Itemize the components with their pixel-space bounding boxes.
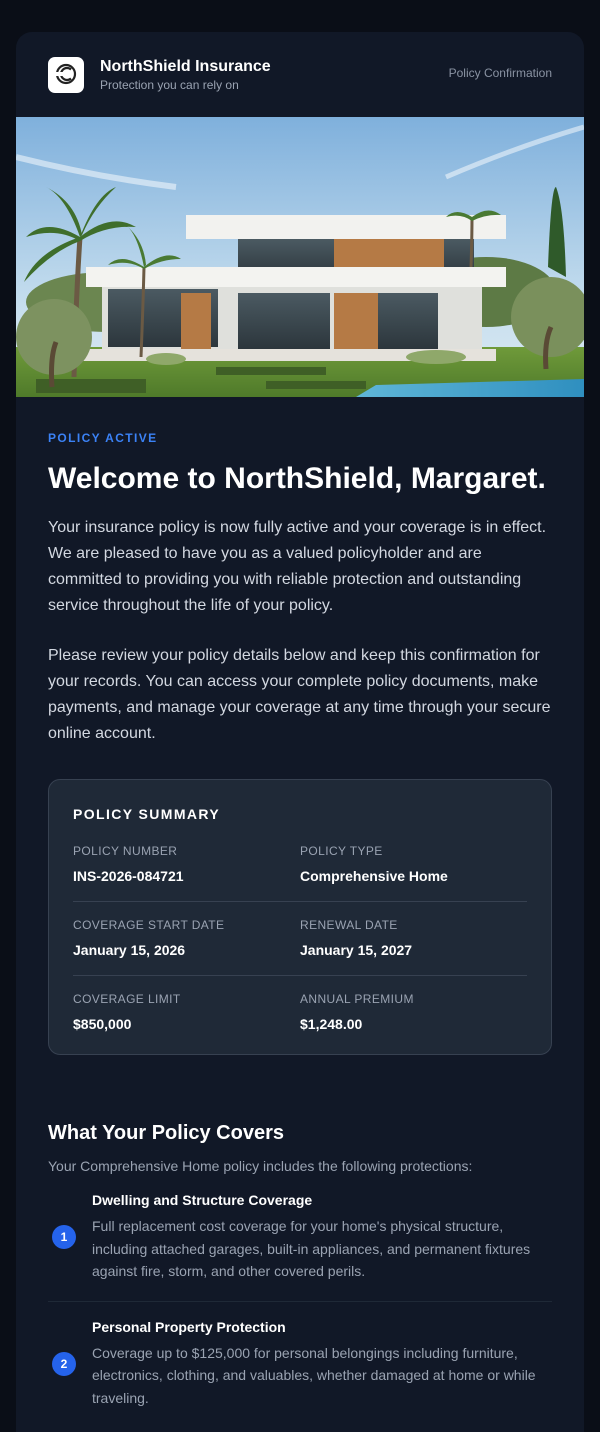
coverage-item-description: Full replacement cost coverage for your home's physical structure, including attached garages, built-in appliances, and permanent fixtures against fire, storm, and other covered perils. xyxy=(92,1218,531,1279)
brand-tagline: Protection you can rely on xyxy=(100,77,239,92)
start-date-cell xyxy=(73,918,300,959)
coverage-section-title: What Your Policy Covers xyxy=(48,1122,284,1144)
email-header xyxy=(16,32,584,117)
company-logo xyxy=(48,57,84,93)
summary-row xyxy=(73,822,527,901)
summary-value: INS-2026-084721 xyxy=(73,868,184,884)
coverage-section-subtitle: Your Comprehensive Home policy includes the following protections: xyxy=(48,1158,473,1174)
policy-summary-panel xyxy=(48,779,552,1055)
number-badge: 2 xyxy=(52,1352,76,1376)
summary-label: ANNUAL PREMIUM xyxy=(300,992,414,1006)
summary-value: $1,248.00 xyxy=(300,1016,363,1032)
summary-row xyxy=(73,975,527,1049)
coverage-item-name: Dwelling and Structure Coverage xyxy=(92,1192,313,1208)
coverage-item-name: Personal Property Protection xyxy=(92,1318,286,1335)
renewal-date-cell xyxy=(300,918,527,959)
summary-label: POLICY TYPE xyxy=(300,844,383,858)
email-card xyxy=(16,32,584,1432)
summary-value: $850,000 xyxy=(73,1016,132,1032)
intro-paragraph-1: Your insurance policy is now fully active and your coverage is in effect. We are pleased to have you as a valued policyholder and are committed to providing you with reliable protection and outstanding service throughout the life of your policy. xyxy=(48,519,547,614)
header-label: Policy Confirmation xyxy=(448,66,552,80)
summary-value: January 15, 2027 xyxy=(300,942,413,958)
summary-label: POLICY NUMBER xyxy=(73,844,178,858)
welcome-title: Welcome to NorthShield, Margaret. xyxy=(48,462,546,495)
summary-label: RENEWAL DATE xyxy=(300,918,398,932)
shield-c-icon xyxy=(53,63,79,87)
number-badge: 1 xyxy=(52,1225,76,1249)
hero-house-image xyxy=(16,117,584,397)
summary-row xyxy=(73,901,527,975)
summary-title: POLICY SUMMARY xyxy=(73,806,221,822)
annual-premium-cell xyxy=(300,992,527,1033)
intro-paragraph-2: Please review your policy details below and keep this confirmation for your records. You can access your complete policy documents, make payments, and manage your coverage at any time through your secure online account. xyxy=(48,647,551,742)
summary-value: January 15, 2026 xyxy=(73,942,186,958)
coverage-item xyxy=(48,1301,552,1428)
status-eyebrow: POLICY ACTIVE xyxy=(48,431,158,445)
coverage-limit-cell xyxy=(73,992,300,1033)
coverage-item-description: Coverage up to $125,000 for personal belongings including furniture, electronics, clothing, and valuables, whether damaged at home or while traveling. xyxy=(92,1344,536,1406)
summary-label: COVERAGE START DATE xyxy=(73,918,225,932)
coverage-item xyxy=(48,1175,552,1301)
brand-name: NorthShield Insurance xyxy=(100,57,271,75)
policy-type-cell xyxy=(300,844,527,885)
summary-label: COVERAGE LIMIT xyxy=(73,992,181,1006)
policy-number-cell xyxy=(73,844,300,885)
summary-value: Comprehensive Home xyxy=(300,868,448,884)
